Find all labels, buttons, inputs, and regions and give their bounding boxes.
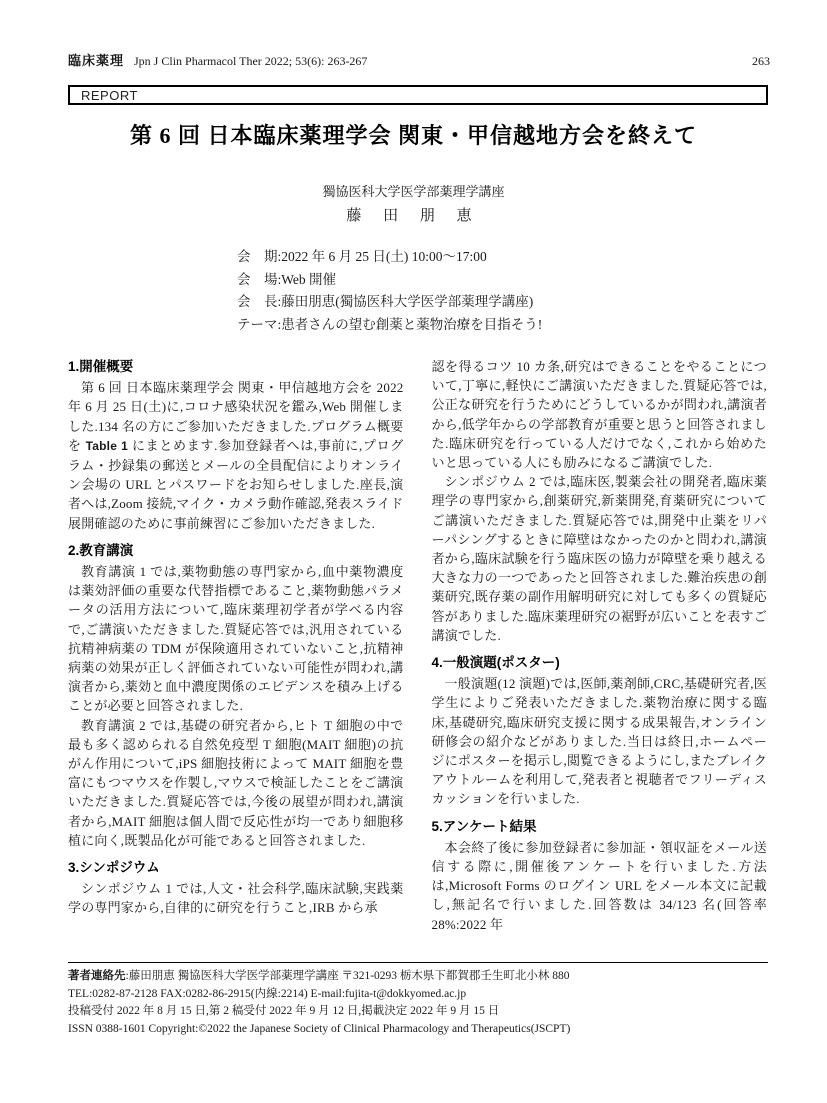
- section-1-paragraph: [68, 378, 404, 533]
- meeting-info: [237, 246, 542, 336]
- corresponding-author-line: [68, 968, 768, 986]
- article-title: 第 6 回 日本臨床薬理学会 関東・甲信越地方会を終えて: [129, 123, 697, 148]
- table-1-reference: Table 1: [85, 438, 128, 453]
- meeting-venue: 会 場:Web 開催: [237, 271, 337, 287]
- section-4-paragraph: 一般演題(12 演題)では,医師,薬剤師,CRC,基礎研究者,医学生によりご発表いただきました.薬物治療に関する臨床,基礎研究,臨床研究支援に関する成果報告,オンライン研修会の紹介などがありました.当日は終日,ホームページにポスターを掲示し,閲覧できるようにし,またブレイクアウトルームを利用して,発表者と視聴者でフリーディスカッションを行いました.: [431, 676, 767, 807]
- journal-name: 臨床薬理: [68, 53, 125, 68]
- page-number: 263: [752, 54, 770, 68]
- section-2-paragraph-1: 教育講演 1 では,薬物動態の専門家から,血中薬物濃度は薬効評価の重要な代替指標であること,薬物動態パラメータの活用方法について,臨床薬理初学者が学べる内容で,ご講演いただきました.質疑応答では,汎用されている抗精神病薬の TDM が保険適用されていないこと,抗精神病薬の効果が正しく評価されていない可能性が問われ,講演者から,薬効と血中濃度関係のエビデンスを積み上げることが必要と回答されました.: [68, 564, 404, 714]
- section-2-paragraph-2: 教育講演 2 では,基礎の研究者から,ヒト T 細胞の中で最も多く認められる自然免疫型 T 細胞(MAIT 細胞)の抗がん作用について,iPS 細胞技術によって MAIT 細胞を豊富にもつマウスを作製し,マウスで検証したことをご講演いただきました.質疑応答では,今後の展望が問われ,講演者から,MAIT 細胞は個人間で反応性が均一であり細胞移植に向く,既製品化が可能であると回答されました.: [68, 717, 404, 848]
- running-head: [68, 50, 770, 69]
- report-label: REPORT: [81, 87, 138, 103]
- article-body: [68, 357, 767, 962]
- section-heading-2: 2.教育講演: [68, 542, 134, 558]
- section-1-text: 第 6 回 日本臨床薬理学会 関東・甲信越地方会を 2022 年 6 月 25 日(土)に,コロナ感染状況を鑑み,Web 開催しました.134 名の方にご参加いただきました.プログラム概要を: [68, 380, 404, 453]
- right-column: [432, 357, 768, 962]
- issn-copyright-line: ISSN 0388-1601 Copyright:©2022 the Japanese Society of Clinical Pharmacology and Therapeutics(JSCPT): [68, 1022, 571, 1035]
- corresponding-author-address: :藤田朋恵 獨協医科大学医学部薬理学講座 〒321-0293 栃木県下都賀郡壬生町北小林 880: [125, 970, 570, 982]
- meeting-date: 会 期:2022 年 6 月 25 日(土) 10:00〜17:00: [237, 249, 487, 264]
- meeting-theme: テーマ:患者さんの望む創薬と薬物治療を目指そう!: [237, 316, 543, 332]
- left-column: [68, 357, 404, 962]
- author-name: 藤 田 朋 恵: [346, 208, 481, 224]
- author-affiliation: 獨協医科大学医学部薬理学講座: [322, 184, 505, 199]
- section-5-paragraph: 本会終了後に参加登録者に参加証・領収証をメール送信する際に,開催後アンケートを行いました.方法は,Microsoft Forms のログイン URL をメール本文に記載し,無記名で行いました.回答数は 34/123 名(回答率 28%:2022 年: [431, 839, 767, 932]
- contact-phone-email-line: TEL:0282-87-2128 FAX:0282-86-2915(内線:2214) E-mail:fujita-t@dokkyomed.ac.jp: [68, 987, 467, 1000]
- section-heading-3: 3.シンポジウム: [68, 860, 160, 876]
- section-heading-5: 5.アンケート結果: [431, 818, 537, 834]
- section-3-paragraph-left: シンポジウム 1 では,人文・社会科学,臨床試験,実践薬学の専門家から,自律的に研究を行うこと,IRB から承: [68, 881, 404, 916]
- section-3-paragraph-continued: 認を得るコツ 10 カ条,研究はできることをやることについて,丁寧に,軽快にご講演いただきました.質疑応答では,公正な研究を行うためにどうしているかが問われ,講演者から,低学年からの学部教育が重要と思うと回答されました.臨床研究を行っている人だけでなく,これから始めたいと思っている人にも励みになるご講演でした.: [431, 359, 767, 471]
- report-banner: [68, 85, 768, 105]
- section-heading-1: 1.開催概要: [68, 359, 134, 374]
- section-3-paragraph-2: シンポジウム 2 では,臨床医,製薬会社の開発者,臨床薬理学の専門家から,創薬研究,新薬開発,育薬研究についてご講演いただきました.質疑応答では,開発中止薬をリパーパシングするときに障壁はなかったのかと問われ,講演者から,臨床試験を行う臨床医の協力が障壁を乗り越える大きな力の一つであったと回答されました.難治疾患の創薬研究,既存薬の副作用解明研究に対しても多くの質疑応答がありました.臨床薬理研究の裾野が広いことを表すご講演でした.: [431, 474, 767, 643]
- submission-dates-line: 投稿受付 2022 年 8 月 15 日,第 2 稿受付 2022 年 9 月 12 日,掲載決定 2022 年 9 月 15 日: [68, 1005, 500, 1017]
- corresponding-author-label: 著者連絡先: [68, 970, 126, 982]
- section-heading-4: 4.一般演題(ポスター): [431, 655, 560, 671]
- section-1-text-cont: にまとめます.参加登録者へは,事前に,プログラム・抄録集の郵送とメールの全員配信によりオンライン会場の URL とパスワードをお知らせしました.座長,演者へは,Zoom 接続,マイク・カメラ動作確認,発表スライド展開確認のために事前練習にご参加いただきました.: [68, 437, 404, 531]
- footnote-block: [68, 962, 768, 1038]
- meeting-chair: 会 長:藤田朋恵(獨協医科大学医学部薬理学講座): [237, 294, 534, 309]
- journal-citation: Jpn J Clin Pharmacol Ther 2022; 53(6): 263-267: [134, 54, 368, 68]
